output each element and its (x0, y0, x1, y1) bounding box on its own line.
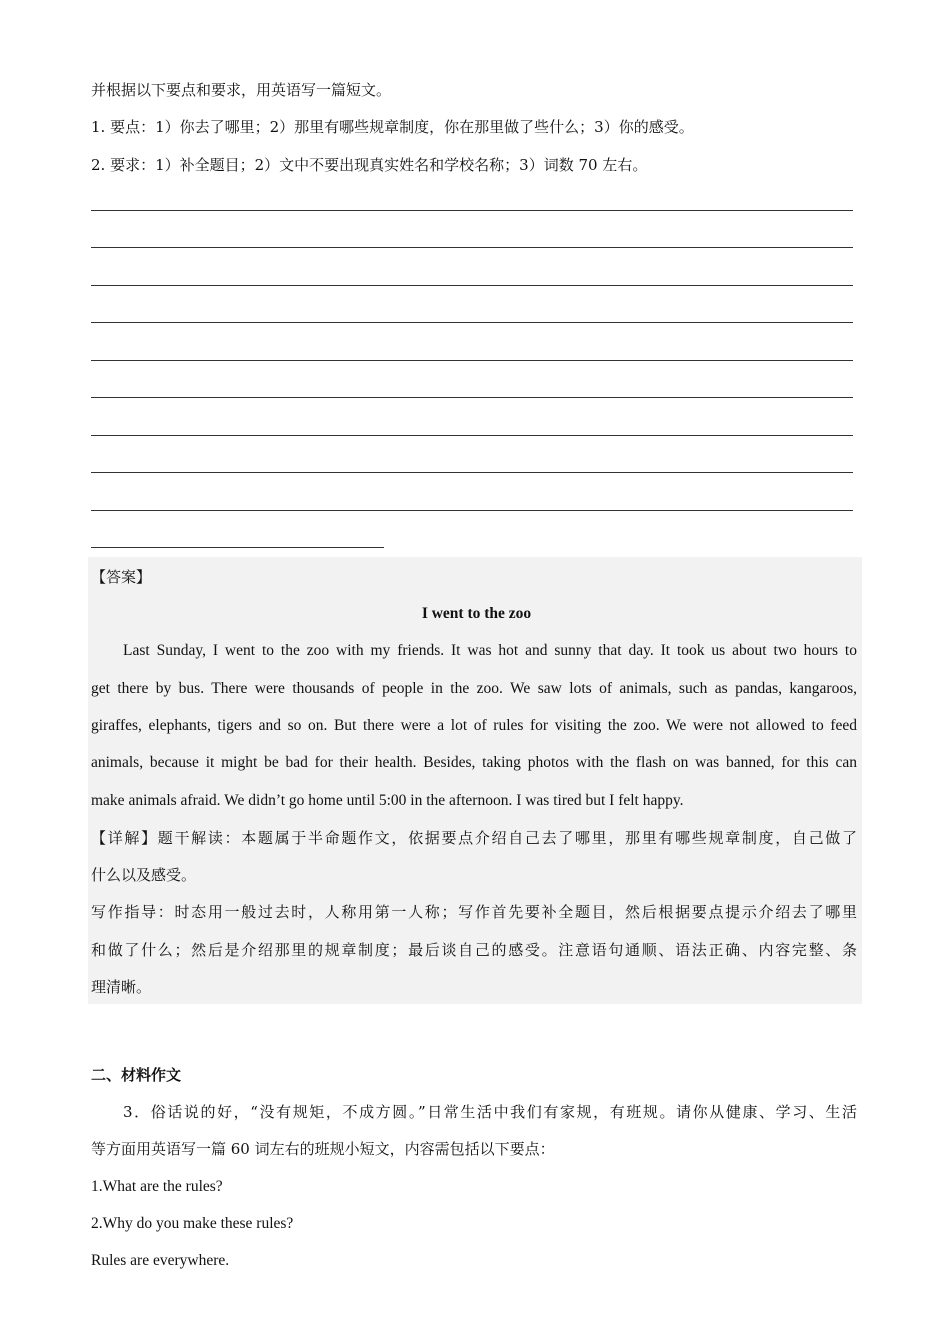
answer-line: get there by bus. There were thousands of people in the zoo. We saw lots of animals, such as pandas, kangaroos, (91, 680, 857, 697)
essay-starter: Rules are everywhere. (91, 1252, 230, 1269)
intro-text: 并根据以下要点和要求，用英语写一篇短文。 (91, 81, 392, 99)
writing-line (91, 472, 853, 473)
detail-line: 写作指导：时态用一般过去时，人称用第一人称；写作首先要补全题目，然后根据要点提示介绍去了哪里 (91, 903, 857, 921)
detail-line: 和做了什么；然后是介绍那里的规章制度；最后谈自己的感受。注意语句通顺、语法正确、内容完整、条 (91, 941, 857, 959)
answer-title: I went to the zoo (421, 605, 532, 622)
answer-line: Last Sunday, I went to the zoo with my friends. It was hot and sunny that day. It took us about two hours to (123, 642, 857, 659)
writing-line (91, 397, 853, 398)
answer-line: animals, because it might be bad for their health. Besides, taking photos with the flash on was banned, for this can (91, 754, 857, 771)
writing-line (91, 510, 853, 511)
answer-line: make animals afraid. We didn’t go home until 5:00 in the afternoon. I was tired but I felt happy. (91, 792, 684, 809)
requirement-point-2: 2. 要求：1）补全题目；2）文中不要出现真实姓名和学校名称；3）词数 70 左右。 (91, 156, 648, 174)
section-heading: 二、材料作文 (91, 1066, 182, 1084)
answer-box (88, 557, 862, 1004)
writing-line (91, 322, 853, 323)
writing-line (91, 360, 853, 361)
question-3-text: 等方面用英语写一篇 60 词左右的班规小短文，内容需包括以下要点： (91, 1140, 555, 1158)
writing-line (91, 285, 853, 286)
writing-line (91, 435, 853, 436)
answer-line: giraffes, elephants, tigers and so on. But there were a lot of rules for visiting the zoo. We were not allowed to feed (91, 717, 857, 734)
question-3-text: 3．俗话说的好，“没有规矩，不成方圆。”日常生活中我们有家规，有班规。请你从健康、学习、生活 (123, 1103, 857, 1121)
answer-label: 【答案】 (91, 568, 152, 586)
detail-line: 什么以及感受。 (91, 866, 197, 884)
question-item-2: 2.Why do you make these rules? (91, 1215, 294, 1232)
detail-line: 理清晰。 (91, 978, 152, 996)
question-item-1: 1.What are the rules? (91, 1178, 223, 1195)
writing-line (91, 210, 853, 211)
detail-line: 【详解】题干解读：本题属于半命题作文，依据要点介绍自己去了哪里，那里有哪些规章制度，自己做了 (91, 829, 857, 847)
requirement-point-1: 1. 要点：1）你去了哪里；2）那里有哪些规章制度，你在那里做了些什么；3）你的感受。 (91, 118, 694, 136)
writing-line (91, 247, 853, 248)
writing-line (91, 547, 384, 548)
